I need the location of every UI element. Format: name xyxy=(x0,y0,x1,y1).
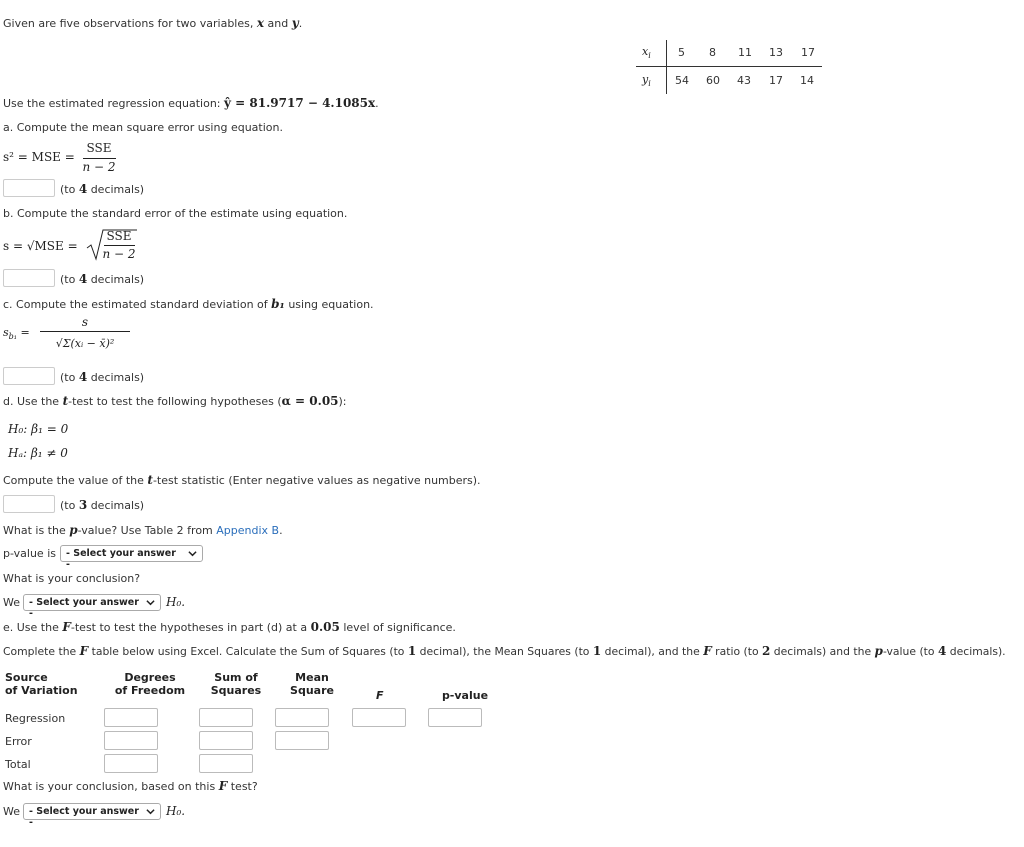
row-label-total: Total xyxy=(5,758,31,771)
y-value: 54 xyxy=(675,74,689,87)
x-value: 5 xyxy=(678,46,685,59)
t-conclusion-select[interactable]: - Select your answer - xyxy=(23,594,161,611)
regression-df-input[interactable] xyxy=(104,708,158,727)
total-ss-input[interactable] xyxy=(199,754,253,773)
part-a-hint: (to 4 decimals) xyxy=(60,182,145,196)
se-formula-lhs: s = √MSE = xyxy=(3,239,78,253)
intro-text: Given are five observations for two variables, x and y. xyxy=(3,16,303,30)
conclusion-question: What is your conclusion? xyxy=(3,572,141,585)
part-c-text: c. Compute the estimated standard deviation of b₁ using equation. xyxy=(3,297,374,311)
x-row-label: $x_i$ xyxy=(642,45,651,61)
regression-ms-input[interactable] xyxy=(275,708,329,727)
sb1-input[interactable] xyxy=(3,367,55,385)
null-hypothesis: H₀: β₁ = 0 xyxy=(8,422,69,436)
appendix-link[interactable]: Appendix B xyxy=(216,524,280,537)
row-label-regression: Regression xyxy=(5,712,66,725)
se-input[interactable] xyxy=(3,269,55,287)
row-label-error: Error xyxy=(5,735,32,748)
regression-ss-input[interactable] xyxy=(199,708,253,727)
table-vertical-rule xyxy=(666,40,667,94)
we-label: We xyxy=(3,596,20,609)
error-df-input[interactable] xyxy=(104,731,158,750)
f-conclusion-select[interactable]: - Select your answer - xyxy=(23,803,161,820)
regression-equation-line: Use the estimated regression equation: ŷ = 81.9717 − 4.1085x. xyxy=(3,96,379,110)
header-source: Source of Variation xyxy=(5,671,78,697)
part-e-text: e. Use the F-test to test the hypotheses in part (d) at a 0.05 level of significance. xyxy=(3,620,456,634)
error-ms-input[interactable] xyxy=(275,731,329,750)
we-label: We xyxy=(3,805,20,818)
x-value: 13 xyxy=(769,46,783,59)
sb1-lhs: $s_{b_1}$ = xyxy=(3,326,30,342)
y-value: 14 xyxy=(800,74,814,87)
y-row-label: $y_i$ xyxy=(642,73,651,89)
regression-f-input[interactable] xyxy=(352,708,406,727)
part-d-text: d. Use the t-test to test the following hypotheses (α = 0.05): xyxy=(3,394,347,408)
mse-denominator: n − 2 xyxy=(82,160,116,174)
y-value: 43 xyxy=(737,74,751,87)
header-df: Degrees of Freedom xyxy=(114,671,186,697)
tstat-input[interactable] xyxy=(3,495,55,513)
table-horizontal-rule xyxy=(636,66,822,67)
header-f: F xyxy=(376,689,384,702)
f-table-instructions: Complete the F table below using Excel. Calculate the Sum of Squares (to 1 decimal), the Mean Squares (to 1 decimal), and the F ratio (to 2 decimals) and the p-value (to 4 decimals). xyxy=(3,644,1006,658)
y-value: 17 xyxy=(769,74,783,87)
chevron-down-icon xyxy=(146,807,155,816)
tstat-prompt: Compute the value of the t-test statistic (Enter negative values as negative numbers). xyxy=(3,473,481,487)
y-value: 60 xyxy=(706,74,720,87)
part-d-hint: (to 3 decimals) xyxy=(60,498,145,512)
header-ss: Sum of Squares xyxy=(210,671,262,697)
mse-numerator: SSE xyxy=(86,141,112,155)
pvalue-select[interactable]: - Select your answer - xyxy=(60,545,203,562)
chevron-down-icon xyxy=(188,549,197,558)
part-b-hint: (to 4 decimals) xyxy=(60,272,145,286)
h0-end: H₀. xyxy=(166,804,186,818)
pvalue-label: p-value is xyxy=(3,547,56,560)
sb1-numerator: s xyxy=(81,315,89,329)
header-ms: Mean Square xyxy=(290,671,334,697)
fraction-bar xyxy=(104,245,135,246)
fraction-bar xyxy=(40,331,130,332)
mse-formula-lhs: s² = MSE = xyxy=(3,150,75,164)
h0-end: H₀. xyxy=(166,595,186,609)
pvalue-question: What is the p-value? Use Table 2 from Appendix B. xyxy=(3,523,283,537)
se-denominator: n − 2 xyxy=(102,247,136,261)
part-c-hint: (to 4 decimals) xyxy=(60,370,145,384)
se-numerator: SSE xyxy=(106,229,132,243)
f-conclusion-question: What is your conclusion, based on this F test? xyxy=(3,779,258,793)
sb1-denominator: √Σ(xᵢ − x̄)² xyxy=(55,337,115,350)
part-a-text: a. Compute the mean square error using equation. xyxy=(3,121,283,134)
x-value: 11 xyxy=(738,46,752,59)
total-df-input[interactable] xyxy=(104,754,158,773)
header-pvalue: p-value xyxy=(441,689,489,702)
x-value: 17 xyxy=(801,46,815,59)
x-value: 8 xyxy=(709,46,716,59)
part-b-text: b. Compute the standard error of the estimate using equation. xyxy=(3,207,348,220)
mse-input[interactable] xyxy=(3,179,55,197)
chevron-down-icon xyxy=(146,598,155,607)
regression-pvalue-input[interactable] xyxy=(428,708,482,727)
fraction-bar xyxy=(83,158,116,159)
error-ss-input[interactable] xyxy=(199,731,253,750)
alt-hypothesis: Hₐ: β₁ ≠ 0 xyxy=(8,446,68,460)
